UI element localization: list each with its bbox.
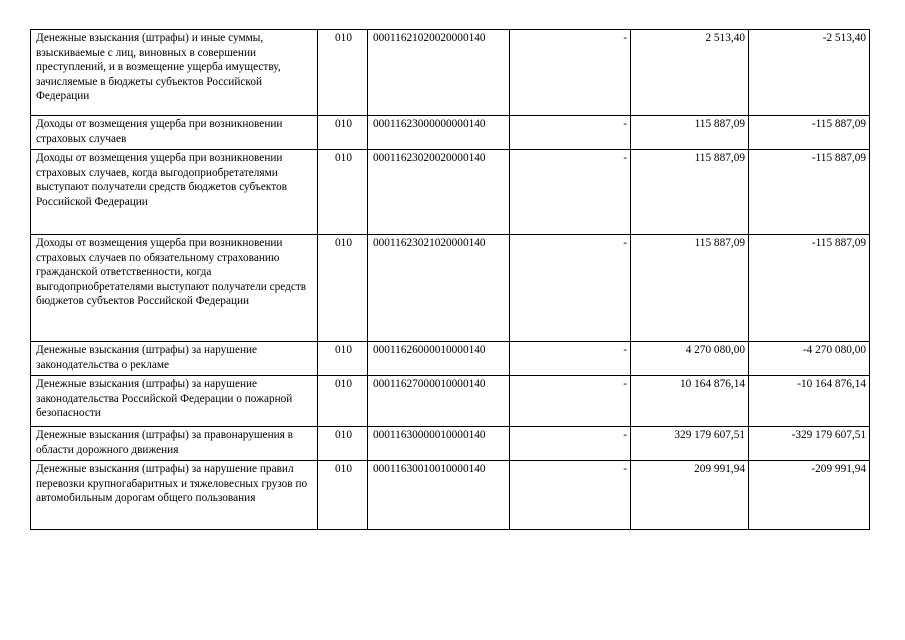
income-name: Денежные взыскания (штрафы) за нарушение правил перевозки крупногабаритных и тяжеловесных грузов по автомобильным дорогам общего пользования (36, 463, 308, 505)
income-code: 00011621020020000140 (373, 32, 486, 44)
executed-cell (631, 30, 749, 116)
table-row (31, 30, 870, 116)
income-code: 00011630000010000140 (373, 429, 486, 441)
income-name: Доходы от возмещения ущерба при возникновении страховых случаев (36, 118, 283, 145)
approved-value: - (623, 32, 627, 44)
approved-cell (510, 461, 631, 530)
unexecuted-cell (749, 376, 870, 427)
unexecuted-value: -10 164 876,14 (797, 378, 866, 390)
income-name: Денежные взыскания (штрафы) за правонарушения в области дорожного движения (36, 429, 294, 456)
line-code: 010 (335, 378, 352, 390)
table-row (31, 376, 870, 427)
table-row (31, 461, 870, 530)
approved-cell (510, 235, 631, 342)
unexecuted-cell (749, 461, 870, 530)
line-code: 010 (335, 152, 352, 164)
executed-cell (631, 427, 749, 461)
income-code-cell (368, 235, 510, 342)
executed-cell (631, 116, 749, 150)
income-name: Доходы от возмещения ущерба при возникновении страховых случаев по обязательному страхованию гражданской ответственности, когда выгодоприобретателями выступают получатели средств бюджетов субъектов Российской Федерации (36, 237, 307, 308)
line-code-cell (318, 30, 368, 116)
line-code: 010 (335, 237, 352, 249)
approved-cell (510, 427, 631, 461)
income-code-cell (368, 461, 510, 530)
income-name: Доходы от возмещения ущерба при возникновении страховых случаев, когда выгодоприобретателями выступают получатели средств бюджетов субъектов Российской Федерации (36, 152, 287, 208)
income-code: 00011630010010000140 (373, 463, 486, 475)
income-code-cell (368, 427, 510, 461)
income-name: Денежные взыскания (штрафы) за нарушение законодательства Российской Федерации о пожарной безопасности (36, 378, 293, 420)
income-name-cell (31, 116, 318, 150)
table-row (31, 150, 870, 235)
unexecuted-cell (749, 30, 870, 116)
income-name: Денежные взыскания (штрафы) за нарушение законодательства о рекламе (36, 344, 258, 371)
executed-value: 209 991,94 (694, 463, 745, 475)
executed-cell (631, 376, 749, 427)
line-code-cell (318, 116, 368, 150)
line-code: 010 (335, 463, 352, 475)
income-name-cell (31, 30, 318, 116)
line-code-cell (318, 461, 368, 530)
executed-cell (631, 342, 749, 376)
line-code: 010 (335, 32, 352, 44)
executed-value: 10 164 876,14 (680, 378, 745, 390)
income-name-cell (31, 150, 318, 235)
approved-value: - (623, 237, 627, 249)
income-code-cell (368, 342, 510, 376)
executed-cell (631, 461, 749, 530)
unexecuted-value: -115 887,09 (811, 152, 866, 164)
unexecuted-cell (749, 427, 870, 461)
unexecuted-cell (749, 342, 870, 376)
approved-cell (510, 342, 631, 376)
unexecuted-value: -209 991,94 (811, 463, 866, 475)
line-code: 010 (335, 429, 352, 441)
income-code-cell (368, 376, 510, 427)
unexecuted-value: -329 179 607,51 (791, 429, 866, 441)
line-code: 010 (335, 118, 352, 130)
line-code-cell (318, 376, 368, 427)
line-code-cell (318, 235, 368, 342)
line-code-cell (318, 427, 368, 461)
approved-cell (510, 116, 631, 150)
executed-value: 115 887,09 (694, 237, 745, 249)
executed-value: 2 513,40 (705, 32, 745, 44)
line-code-cell (318, 150, 368, 235)
revenue-report-table (30, 29, 870, 530)
income-code-cell (368, 116, 510, 150)
unexecuted-value: -115 887,09 (811, 118, 866, 130)
executed-value: 329 179 607,51 (674, 429, 745, 441)
approved-cell (510, 150, 631, 235)
income-name-cell (31, 235, 318, 342)
table-row (31, 235, 870, 342)
unexecuted-cell (749, 116, 870, 150)
line-code-cell (318, 342, 368, 376)
executed-cell (631, 150, 749, 235)
income-name: Денежные взыскания (штрафы) и иные суммы, взыскиваемые с лиц, виновных в совершении преступлений, и в возмещение ущерба имуществу, зачисляемые в бюджеты субъектов Российской Федерации (36, 32, 281, 103)
unexecuted-value: -115 887,09 (811, 237, 866, 249)
approved-value: - (623, 118, 627, 130)
approved-value: - (623, 152, 627, 164)
approved-cell (510, 376, 631, 427)
unexecuted-cell (749, 150, 870, 235)
income-code: 00011627000010000140 (373, 378, 486, 390)
income-name-cell (31, 461, 318, 530)
approved-cell (510, 30, 631, 116)
approved-value: - (623, 463, 627, 475)
unexecuted-cell (749, 235, 870, 342)
income-code-cell (368, 150, 510, 235)
income-code: 00011623000000000140 (373, 118, 486, 130)
income-code: 00011626000010000140 (373, 344, 486, 356)
table-row (31, 342, 870, 376)
executed-value: 115 887,09 (694, 152, 745, 164)
income-code: 00011623020020000140 (373, 152, 486, 164)
approved-value: - (623, 429, 627, 441)
income-code: 00011623021020000140 (373, 237, 486, 249)
approved-value: - (623, 378, 627, 390)
executed-value: 4 270 080,00 (685, 344, 745, 356)
income-name-cell (31, 342, 318, 376)
line-code: 010 (335, 344, 352, 356)
table-row (31, 427, 870, 461)
income-name-cell (31, 427, 318, 461)
income-name-cell (31, 376, 318, 427)
unexecuted-value: -2 513,40 (822, 32, 866, 44)
unexecuted-value: -4 270 080,00 (802, 344, 866, 356)
table-row (31, 116, 870, 150)
approved-value: - (623, 344, 627, 356)
executed-cell (631, 235, 749, 342)
income-code-cell (368, 30, 510, 116)
executed-value: 115 887,09 (694, 118, 745, 130)
